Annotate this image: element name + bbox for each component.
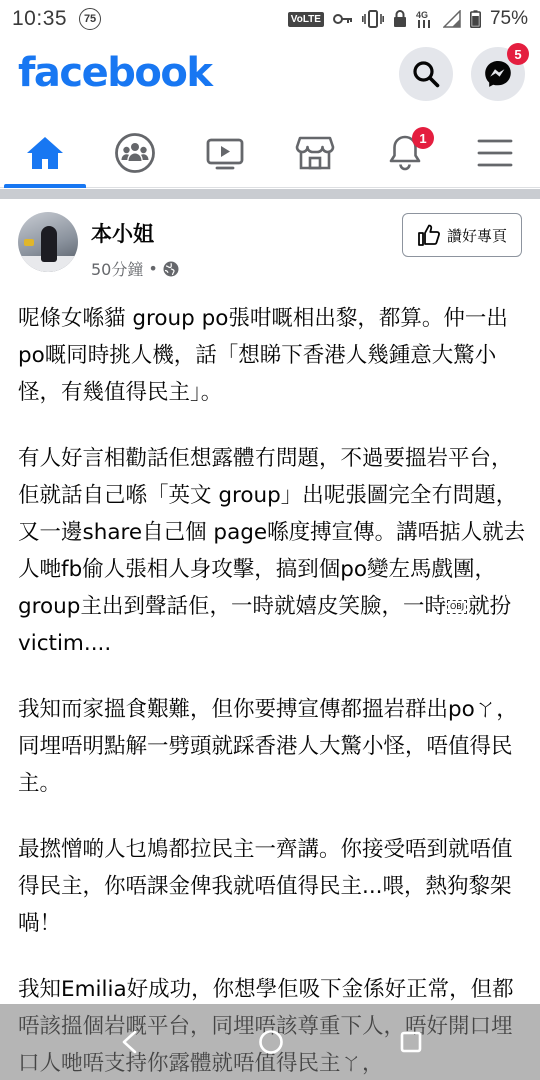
home-icon (25, 135, 65, 171)
post-header (0, 199, 540, 289)
messenger-badge: 5 (507, 43, 529, 65)
post-body (18, 300, 526, 1080)
tab-menu[interactable] (450, 118, 540, 187)
object-replacement-glyph: OBJ (447, 600, 467, 614)
post-paragraph-text: 有人好言相勸話佢想露體冇問題，不過要搵岩平台，佢就話自己喺「英文 group」出呢張圖完全冇問題，又一邊share自己個 page喺度搏宣傳。講唔掂人就去人哋fb偷人張相人身攻擊，搞到個po變左馬戲團，group主出到聲話佢，一時就嬉皮笑臉，一時 (18, 446, 526, 619)
status-time: 10:35 (12, 7, 68, 30)
groups-icon (114, 132, 156, 174)
back-icon[interactable] (117, 1029, 143, 1055)
post-paragraph (18, 440, 526, 662)
marketplace-icon (295, 134, 335, 172)
meta-separator: • (148, 259, 158, 278)
battery-percent: 75% (489, 8, 528, 29)
main-tabs (0, 118, 540, 188)
post-paragraph: 我知Emilia好成功，你想學佢吸下金係好正常，但都 (18, 977, 514, 1002)
lock-icon (393, 10, 407, 28)
system-nav-bar (0, 1004, 540, 1080)
post-paragraph: 我知而家搵食艱難，但你要搏宣傳都搵岩群出poㄚ，同埋唔明點解一劈頭就踩香港人大驚小怪，唔值得民主。 (18, 697, 518, 796)
tab-home[interactable] (0, 118, 90, 187)
tab-groups[interactable] (90, 118, 180, 187)
vibrate-icon (362, 10, 384, 28)
status-bar (0, 0, 540, 38)
menu-icon (477, 138, 513, 168)
recents-icon[interactable] (399, 1030, 423, 1054)
home-button-icon[interactable] (258, 1029, 284, 1055)
like-page-button[interactable] (402, 213, 522, 257)
facebook-logo[interactable]: facebook (18, 50, 212, 96)
tab-notifications[interactable] (360, 118, 450, 187)
battery-icon (470, 10, 481, 28)
tab-watch[interactable] (180, 118, 270, 187)
post-author-name[interactable]: 本小姐 (91, 222, 154, 246)
svg-text:4G: 4G (415, 10, 428, 20)
watch-icon (205, 135, 245, 171)
like-page-label: 讚好專頁 (446, 226, 507, 245)
thumbs-up-icon (417, 223, 441, 247)
post-time[interactable]: 50分鐘 (91, 260, 144, 279)
app-header (0, 40, 540, 112)
globe-icon (163, 261, 179, 277)
notifications-badge: 1 (412, 127, 434, 149)
search-icon (412, 60, 440, 88)
key-icon (333, 13, 353, 25)
volte-icon: VoLTE (288, 12, 324, 27)
notification-count-icon: 75 (79, 8, 101, 30)
post-paragraph: 呢條女喺貓 group po張咁嘅相出黎，都算。仲一出po嘅同時挑人機，話「想睇下香港人幾鍾意大驚小怪，有幾值得民主」。 (18, 306, 508, 405)
tab-marketplace[interactable] (270, 118, 360, 187)
signal-4g-icon (416, 9, 434, 29)
post-paragraph-text: 就扮 victim.... (18, 594, 512, 656)
search-button[interactable] (399, 47, 453, 101)
signal-icon (443, 10, 461, 28)
post-paragraph: 最撚憎啲人乜鳩都拉民主一齊講。你接受唔到就唔值得民主，你唔課金俾我就唔值得民主...喂，熱狗黎架喎！ (18, 837, 513, 936)
messenger-button[interactable] (471, 47, 525, 101)
post-meta (91, 257, 179, 280)
feed-divider (0, 189, 540, 199)
status-icons (288, 8, 528, 30)
messenger-icon (483, 59, 513, 89)
avatar[interactable] (18, 212, 78, 272)
